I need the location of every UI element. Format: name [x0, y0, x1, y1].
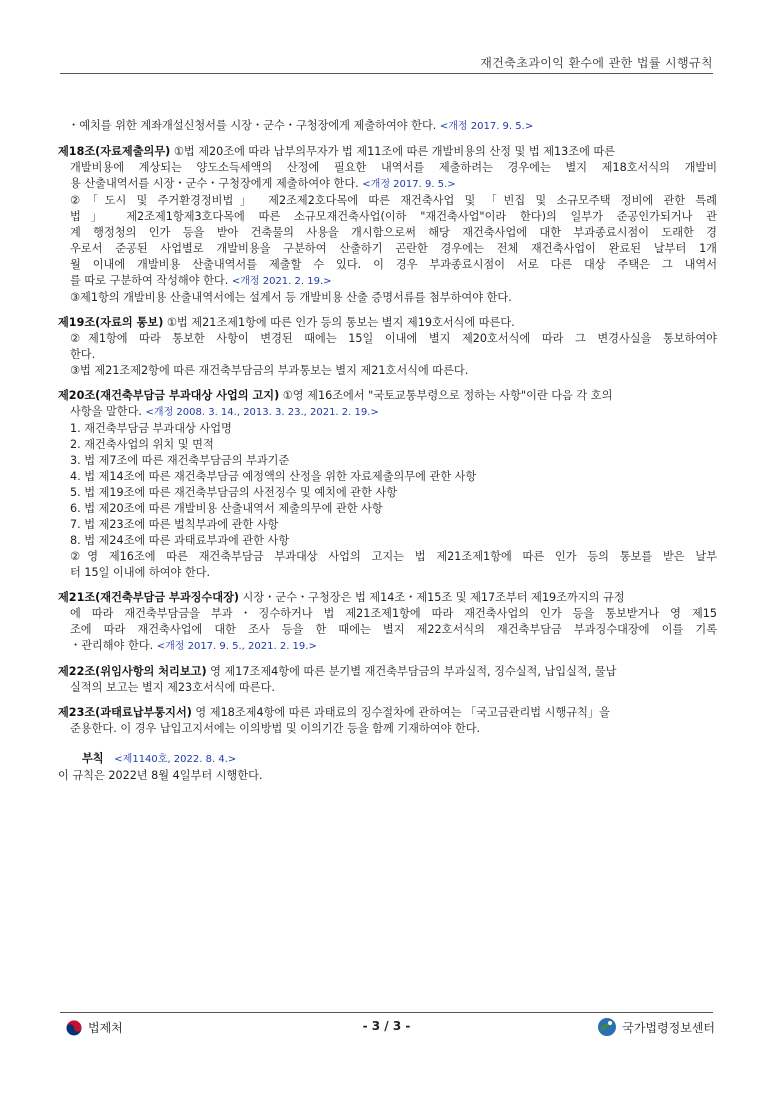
article-text: 한다.: [70, 348, 96, 361]
amendment-note: <개정 2021. 2. 19.>: [231, 276, 332, 287]
article-text: ①법 제20조에 따라 납부의무자가 법 제11조에 따른 개발비용의 산정 및 법 제13조에 따른: [170, 145, 616, 158]
article-text: 조에 따라 재건축사업에 대한 조사 등을 한 때에는 별지 제22호서식의 재건축부담금 부과징수대장에 이를 기록: [70, 623, 717, 636]
list-item: 4. 법 제14조에 따른 재건축부담금 예정액의 산정을 위한 자료제출의무에 관한 사항: [70, 470, 477, 483]
article-text: ①법 제21조제1항에 따른 인가 등의 통보는 별지 제19호서식에 따른다.: [163, 316, 515, 329]
article-text: 사항을 말한다.: [70, 405, 142, 418]
article-text: 계 행정청의 인가 등을 받아 건축물의 사용을 개시함으로써 해당 재건축사업에 대한 부과종료시점이 도래한 경: [70, 226, 717, 239]
national-law-information-center-logo-icon: [597, 1017, 617, 1037]
list-item: 6. 법 제20조에 따른 개발비용 산출내역서 제출의무에 관한 사항: [70, 502, 383, 515]
article-23: [58, 705, 717, 737]
article-text: 월 이내에 개발비용 산출내역서를 제출할 수 있다. 이 경우 부과종료시점이 서로 다른 대상 주택은 그 내역서: [70, 258, 717, 271]
article-text: 시장・군수・구청장은 법 제14조・제15조 및 제17조부터 제19조까지의 규정: [239, 591, 625, 604]
article-20: [58, 388, 717, 581]
document-body: [58, 118, 717, 784]
article-19: [58, 315, 717, 379]
header-rule: [60, 73, 713, 74]
amendment-note: <개정 2017. 9. 5.>: [362, 179, 456, 190]
article-text: ③법 제21조제2항에 따른 재건축부담금의 부과통보는 별지 제21호서식에 따른다.: [70, 364, 469, 377]
addenda-heading: 부칙: [82, 752, 104, 765]
addenda-text: 이 규칙은 2022년 8월 4일부터 시행한다.: [58, 769, 263, 782]
list-item: 7. 법 제23조에 따른 벌칙부과에 관한 사항: [70, 518, 279, 531]
article-text: 우로서 준공된 사업별로 개발비용을 구분하여 산출하기 곤란한 경우에는 전체 재건축사업이 완료된 날부터 1개: [70, 242, 717, 255]
amendment-note: <개정 2017. 9. 5., 2021. 2. 19.>: [156, 641, 317, 652]
list-item: 1. 재건축부담금 부과대상 사업명: [70, 422, 232, 435]
article-text: 터 15일 이내에 하여야 한다.: [70, 566, 211, 579]
footer-rule: [60, 1012, 713, 1013]
article-text: 준용한다. 이 경우 납입고지서에는 이의방법 및 이의기간 등을 함께 기재하여야 한다.: [70, 722, 481, 735]
addenda: [58, 751, 717, 784]
article-text: 법」 제2조제1항제3호다목에 따른 소규모재건축사업(이하 "재건축사업"이라 한다)의 일부가 준공인가되거나 관: [70, 210, 717, 223]
article-text: ・관리해야 한다.: [70, 639, 154, 652]
article-text: 에 따라 재건축부담금을 부과・징수하거나 법 제21조제1항에 따라 재건축사업의 인가 등을 통보받거나 영 제15: [70, 607, 717, 620]
article-text: 용 산출내역서를 시장・군수・구청장에게 제출하여야 한다.: [70, 177, 359, 190]
list-item: 3. 법 제7조에 따른 재건축부담금의 부과기준: [70, 454, 290, 467]
list-item: 8. 법 제24조에 따른 과태료부과에 관한 사항: [70, 534, 290, 547]
continuation-text: ・예치를 위한 계좌개설신청서를 시장・군수・구청장에게 제출하여야 한다.: [68, 119, 437, 132]
list-item: 5. 법 제19조에 따른 재건축부담금의 사전징수 및 예치에 관한 사항: [70, 486, 398, 499]
footer-right: [597, 1017, 715, 1037]
article-text: ②영 제16조에 따른 재건축부담금 부과대상 사업의 고지는 법 제21조제1항에 따른 인가 등의 통보를 받은 날부: [70, 550, 717, 563]
article-text: ②제1항에 따라 통보한 사항이 변경된 때에는 15일 이내에 별지 제20호서식에 따라 그 변경사실을 통보하여야: [70, 332, 717, 345]
continuation-line: [58, 118, 717, 135]
article-heading: 제19조(자료의 통보): [58, 316, 164, 329]
amendment-note: <개정 2017. 9. 5.>: [439, 121, 534, 132]
article-text: 실적의 보고는 별지 제23호서식에 따른다.: [70, 681, 275, 694]
amendment-note: <제1140호, 2022. 8. 4.>: [114, 754, 237, 765]
article-21: [58, 590, 717, 655]
article-heading: 제20조(재건축부담금 부과대상 사업의 고지): [58, 389, 280, 402]
article-text: 를 따로 구분하여 작성해야 한다.: [70, 274, 229, 287]
article-text: ③제1항의 개발비용 산출내역서에는 설계서 등 개발비용 산출 증명서류를 첨부하여야 한다.: [70, 291, 512, 304]
article-heading: 제18조(자료제출의무): [58, 145, 171, 158]
article-text: 영 제18조제4항에 따른 과태료의 징수절차에 관하여는 「국고금관리법 시행규칙」을: [191, 706, 610, 719]
article-22: [58, 664, 717, 696]
article-heading: 제23조(과태료납부통지서): [58, 706, 192, 719]
list-item: 2. 재건축사업의 위치 및 면적: [70, 438, 214, 451]
article-18: [58, 144, 717, 306]
article-text: ②「도시 및 주거환경정비법」 제2조제2호다목에 따른 재건축사업 및 「빈집 및 소규모주택 정비에 관한 특례: [70, 194, 717, 207]
amendment-note: <개정 2008. 3. 14., 2013. 3. 23., 2021. 2. 19.>: [145, 407, 379, 418]
article-heading: 제22조(위임사항의 처리보고): [58, 665, 207, 678]
article-text: 영 제17조제4항에 따른 분기별 재건축부담금의 부과실적, 징수실적, 납입실적, 물납: [206, 665, 617, 678]
page-header-title: 재건축초과이익 환수에 관한 법률 시행규칙: [480, 56, 713, 70]
article-text: 개발비용에 계상되는 양도소득세액의 산정에 필요한 내역서를 제출하려는 경우에는 별지 제18호서식의 개발비: [70, 161, 717, 174]
article-text: ①영 제16조에서 "국토교통부령으로 정하는 사항"이란 다음 각 호의: [279, 389, 613, 402]
page-number: - 3 / 3 -: [362, 1019, 411, 1033]
article-heading: 제21조(재건축부담금 부과징수대장): [58, 591, 239, 604]
footer-center-name: 국가법령정보센터: [622, 1020, 715, 1035]
footer-ministry-name: 법제처: [88, 1021, 123, 1035]
